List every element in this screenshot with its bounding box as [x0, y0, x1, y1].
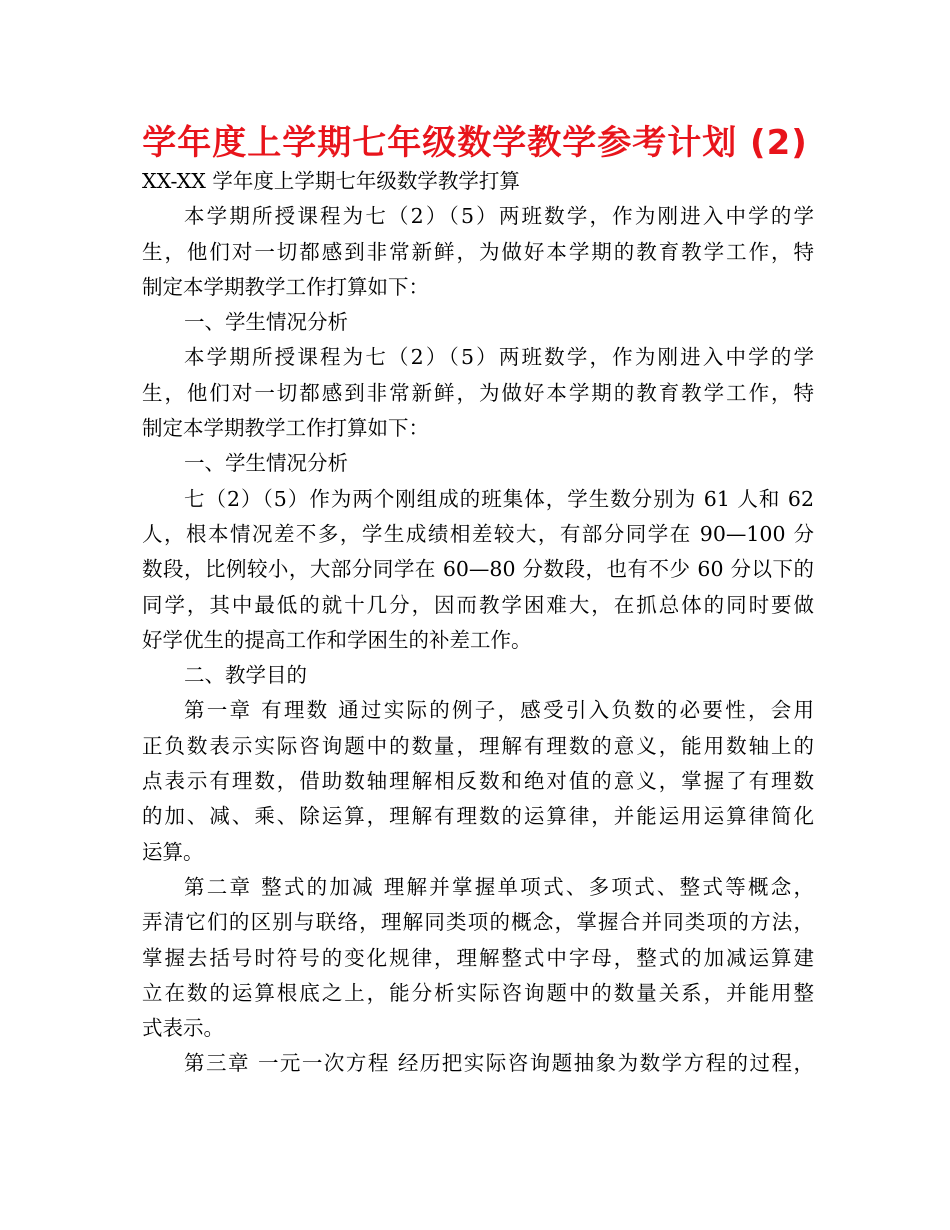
text-line: 本学期所授课程为七（2）（5）两班数学，作为刚进入中学的学: [184, 204, 814, 229]
text-line: 式表示。: [142, 1016, 224, 1041]
text-line: 的加、减、乘、除运算，理解有理数的运算律，并能运用运算律简化: [142, 804, 814, 829]
text-line: 好学优生的提高工作和学困生的补差工作。: [142, 627, 532, 652]
text-line: 制定本学期教学工作打算如下：: [142, 274, 429, 299]
text-line: 一、学生情况分析: [184, 451, 348, 476]
text-line: 本学期所授课程为七（2）（5）两班数学，作为刚进入中学的学: [184, 345, 814, 370]
text-line: 立在数的运算根底之上，能分析实际咨询题中的数量关系，并能用整: [142, 980, 814, 1005]
text-line: 弄清它们的区别与联络，理解同类项的概念，掌握合并同类项的方法，: [142, 910, 814, 935]
document-title: 学年度上学期七年级数学教学参考计划 (2): [142, 123, 808, 163]
text-line: 生，他们对一切都感到非常新鲜，为做好本学期的教育教学工作，特: [142, 239, 814, 264]
text-line: 一、学生情况分析: [184, 310, 348, 335]
text-line: 数段，比例较小，大部分同学在 60—80 分数段，也有不少 60 分以下的: [142, 557, 814, 582]
text-line: 生，他们对一切都感到非常新鲜，为做好本学期的教育教学工作，特: [142, 380, 814, 405]
text-line: 第三章 一元一次方程 经历把实际咨询题抽象为数学方程的过程，: [184, 1051, 814, 1076]
document-body: [142, 164, 814, 1082]
text-line: 二、教学目的: [184, 663, 307, 688]
text-line: 点表示有理数，借助数轴理解相反数和绝对值的意义，掌握了有理数: [142, 769, 814, 794]
text-line: 运算。: [142, 839, 204, 864]
text-line: 人，根本情况差不多，学生成绩相差较大，有部分同学在 90—100 分: [142, 521, 814, 546]
text-line: 同学，其中最低的就十几分，因而教学困难大，在抓总体的同时要做: [142, 592, 814, 617]
document-subtitle: XX-XX 学年度上学期七年级数学教学打算: [142, 169, 520, 193]
text-line: 掌握去括号时符号的变化规律，理解整式中字母，整式的加减运算建: [142, 945, 814, 970]
text-line: 第二章 整式的加减 理解并掌握单项式、多项式、整式等概念，: [184, 874, 814, 899]
text-line: 正负数表示实际咨询题中的数量，理解有理数的意义，能用数轴上的: [142, 733, 814, 758]
text-line: 第一章 有理数 通过实际的例子，感受引入负数的必要性，会用: [184, 698, 814, 723]
text-line: 制定本学期教学工作打算如下：: [142, 416, 429, 441]
text-line: 七（2）（5）作为两个刚组成的班集体，学生数分别为 61 人和 62: [184, 486, 814, 511]
